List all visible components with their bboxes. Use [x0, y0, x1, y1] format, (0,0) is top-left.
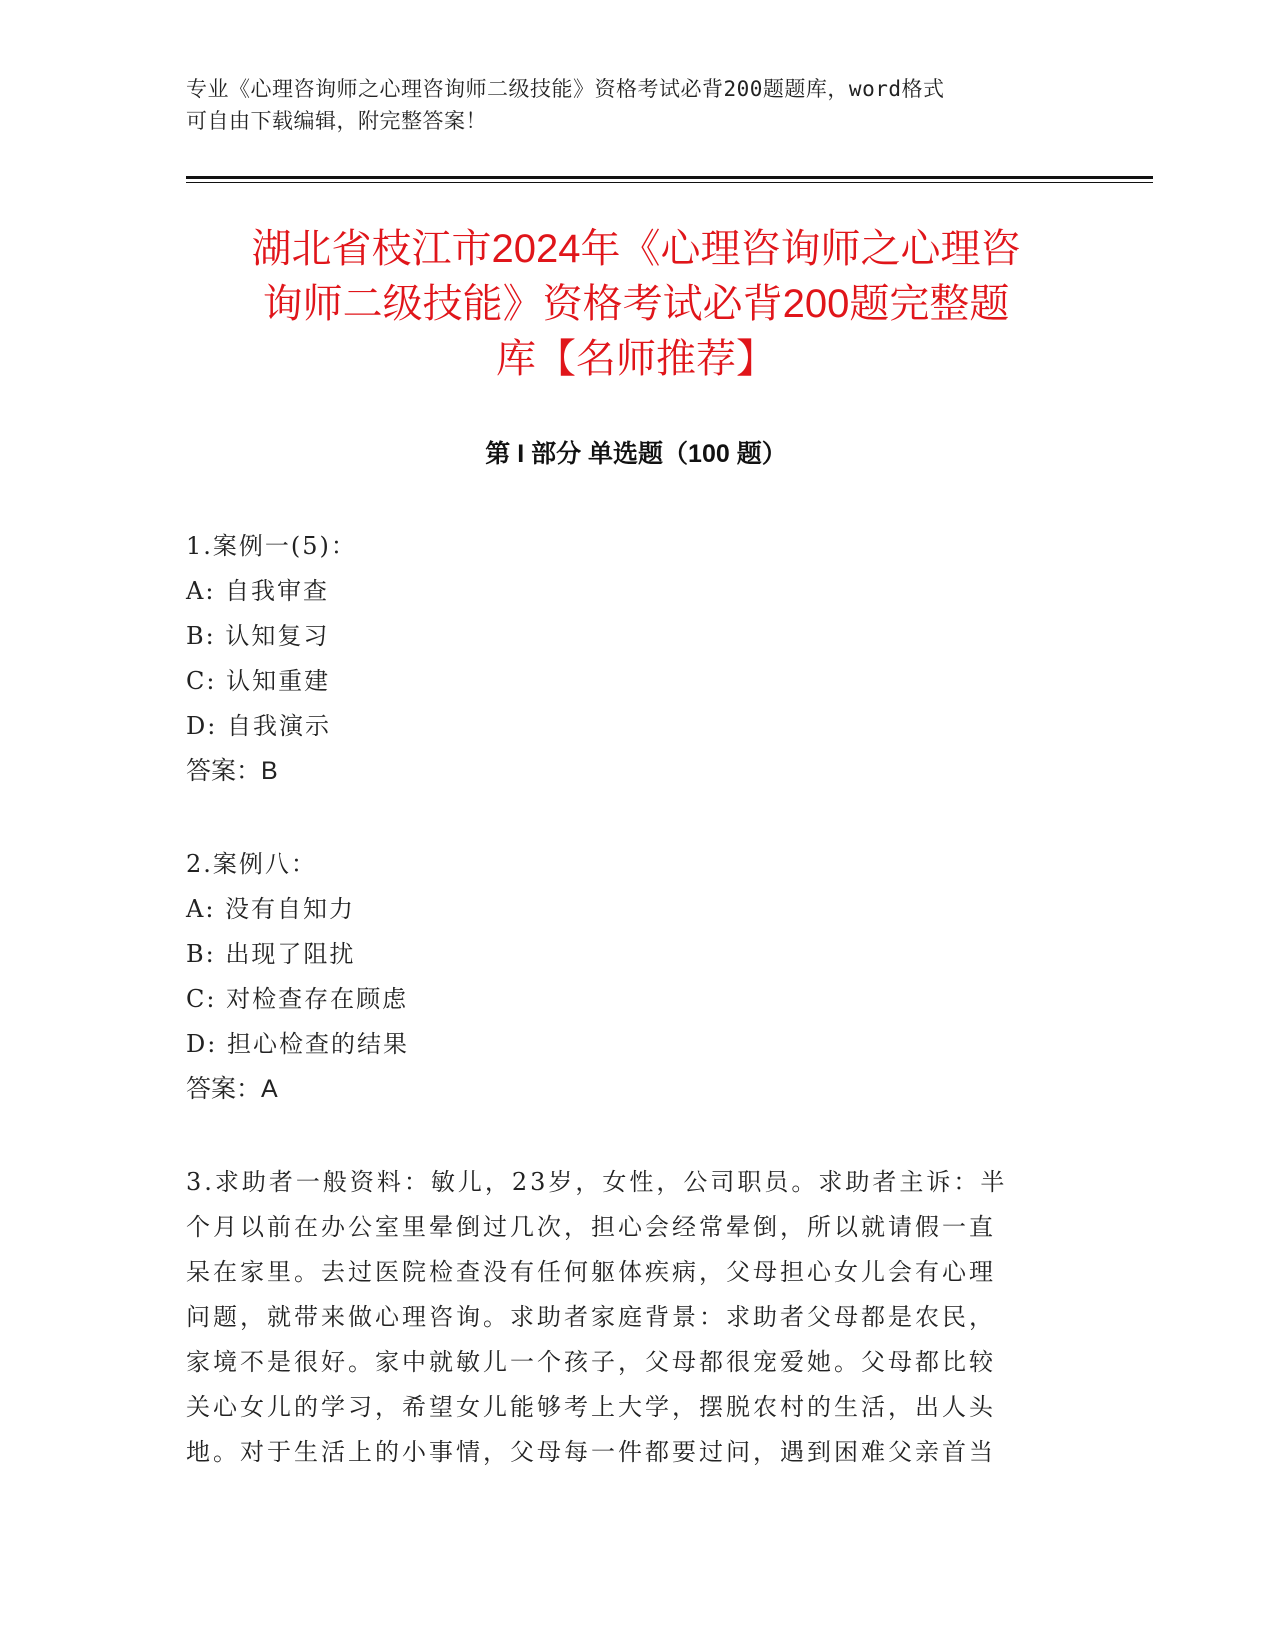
question-1 [186, 524, 1066, 794]
option-a: A: 自我审查 [186, 577, 330, 605]
question-text-line: 3.求助者一般资料：敏儿，23岁，女性，公司职员。求助者主诉：半 [186, 1168, 1008, 1196]
question-stem: 1.案例一(5)： [186, 532, 357, 560]
title-line: 库【名师推荐】 [496, 337, 776, 381]
option-c: C: 对检查存在顾虑 [186, 985, 409, 1013]
header-rule [186, 176, 1153, 179]
question-stem: 2.案例八： [186, 850, 317, 878]
question-text-line: 问题，就带来做心理咨询。求助者家庭背景：求助者父母都是农民， [186, 1303, 996, 1331]
question-text-line: 关心女儿的学习，希望女儿能够考上大学，摆脱农村的生活，出人头 [186, 1393, 996, 1421]
section-heading: 第 I 部分 单选题（100 题） [485, 440, 787, 468]
header-rule-thin [186, 182, 1153, 183]
option-b: B: 认知复习 [186, 622, 330, 650]
question-3 [186, 1160, 1066, 1475]
question-2 [186, 842, 1066, 1112]
answer: 答案：B [186, 757, 278, 785]
option-b: B: 出现了阻扰 [186, 940, 356, 968]
question-text-line: 地。对于生活上的小事情，父母每一件都要过问，遇到困难父亲首当 [186, 1438, 996, 1466]
question-text-line: 个月以前在办公室里晕倒过几次，担心会经常晕倒，所以就请假一直 [186, 1213, 996, 1241]
header-note-line: 专业《心理咨询师之心理咨询师二级技能》资格考试必背200题题库，word格式 [186, 77, 945, 101]
question-text-line: 家境不是很好。家中就敏儿一个孩子，父母都很宠爱她。父母都比较 [186, 1348, 996, 1376]
document-title [186, 222, 1086, 387]
option-d: D: 担心检查的结果 [186, 1030, 409, 1058]
answer: 答案：A [186, 1075, 278, 1103]
question-text-line: 呆在家里。去过医院检查没有任何躯体疾病，父母担心女儿会有心理 [186, 1258, 996, 1286]
option-a: A: 没有自知力 [186, 895, 356, 923]
title-line: 湖北省枝江市2024年《心理咨询师之心理咨 [251, 227, 1021, 271]
option-d: D: 自我演示 [186, 712, 331, 740]
header-note [186, 73, 1066, 137]
option-c: C: 认知重建 [186, 667, 331, 695]
title-line: 询师二级技能》资格考试必背200题完整题 [262, 282, 1010, 326]
header-note-line: 可自由下载编辑，附完整答案！ [186, 109, 487, 133]
